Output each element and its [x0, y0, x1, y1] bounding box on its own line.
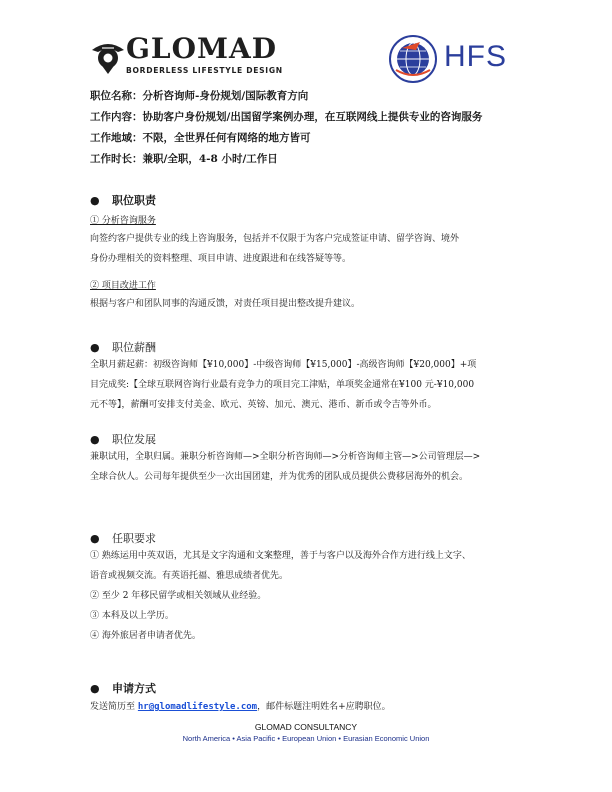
logo-wordmark: GLOMAD — [126, 32, 277, 65]
section-title-apply: ● 申请方式 — [90, 681, 156, 695]
info-job-hours: 工作时长：兼职/全职，4-8 小时/工作日 — [90, 153, 278, 165]
bullet-icon: ● — [90, 432, 100, 446]
bullet-icon: ● — [90, 340, 100, 354]
duties-paragraph-2: 根据与客户和团队同事的沟通反馈，对责任项目提出整改提升建议。 — [90, 299, 361, 309]
info-job-content: 工作内容：协助客户身份规划/出国留学案例办理，在互联网线上提供专业的咨询服务 — [90, 111, 483, 123]
info-job-title: 职位名称：分析咨询师-身份规划/国际教育方向 — [90, 90, 309, 102]
section-title-salary: ● 职位薪酬 — [90, 340, 156, 354]
bullet-icon: ● — [90, 193, 100, 207]
requirements-paragraph: ① 熟练运用中英双语，尤其是文字沟通和文案整理，善于与客户以及海外合作方进行线上文字、 语音或视频交流。有英语托福、雅思成绩者优先。 ② 至少 2 年移民留学或相关领域从业经验。 ③ 本科及以上学历。 ④ 海外旅居者申请者优先。 — [90, 551, 471, 641]
hfs-wordmark: HFS — [444, 40, 507, 73]
footer-regions: North America • Asia Pacific • European Union • Eurasian Economic Union — [182, 734, 430, 743]
email-link[interactable]: hr@glomadlifestyle.com — [137, 702, 258, 712]
logo-tagline: BORDERLESS LIFESTYLE DESIGN — [126, 66, 283, 75]
footer-company: GLOMAD CONSULTANCY — [254, 722, 358, 732]
bullet-icon: ● — [90, 531, 100, 545]
bullet-icon: ● — [90, 681, 100, 695]
apply-paragraph: 发送简历至 hr@glomadlifestyle.com，邮件标题注明姓名+应聘职位。 — [90, 702, 391, 712]
duties-sub-1: ① 分析咨询服务 — [90, 216, 156, 226]
section-title-growth: ● 职位发展 — [90, 432, 156, 446]
pirate-pin-icon — [88, 36, 128, 76]
hfs-logo — [388, 32, 518, 86]
salary-paragraph: 全职月薪起薪：初级咨询师【¥10,000】-中级咨询师【¥15,000】-高级咨询师【¥20,000】+项 目完成奖:【全球互联网咨询行业最有竞争力的项目完工津贴，单项奖金通常在¥100 元-¥10,000 元不等】，薪酬可安排支付美金、欧元、英镑、加元、澳元、港币、新币或令吉等外币。 — [90, 360, 477, 410]
info-job-region: 工作地域：不限，全世界任何有网络的地方皆可 — [90, 132, 311, 144]
duties-sub-2: ② 项目改进工作 — [90, 281, 156, 291]
section-title-requirements: ● 任职要求 — [90, 531, 156, 545]
glomad-logo — [88, 30, 283, 80]
growth-paragraph: 兼职试用，全职归属。兼职分析咨询师—>全职分析咨询师—>分析咨询师主管—>公司管理层—> 全球合伙人。公司每年提供至少一次出国团建，并为优秀的团队成员提供公费移居海外的机会。 — [90, 452, 481, 482]
section-title-duties: ● 职位职责 — [90, 193, 156, 207]
duties-paragraph-1: 向签约客户提供专业的线上咨询服务，包括并不仅限于为客户完成签证申请、留学咨询、境外 身份办理相关的资料整理、项目申请、进度跟进和在线答疑等等。 — [90, 234, 460, 264]
